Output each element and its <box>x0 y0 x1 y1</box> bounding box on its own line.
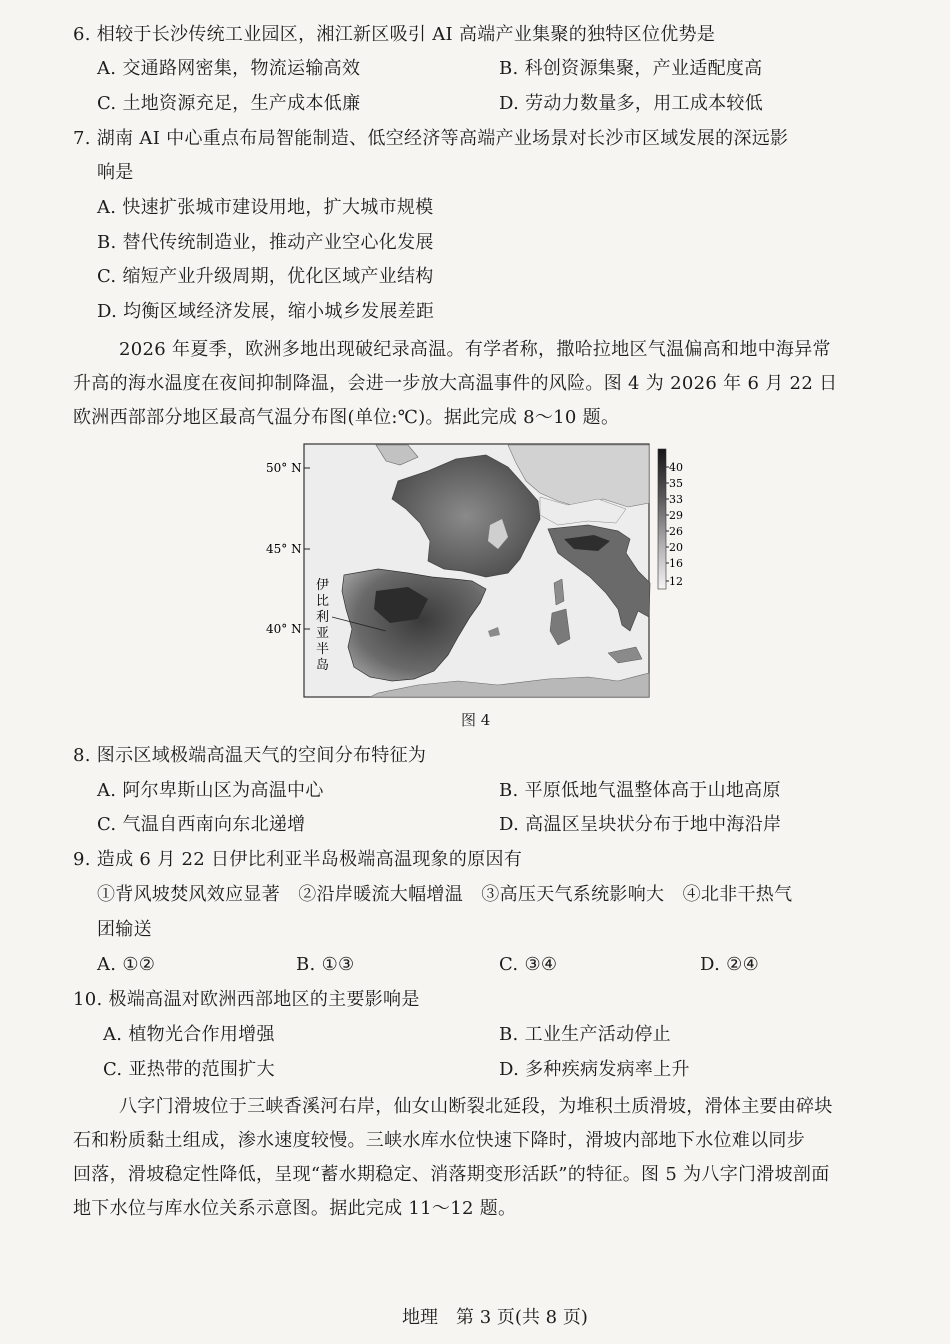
region-label-char: 比 <box>316 594 330 609</box>
figure4-caption: 图 4 <box>461 711 491 729</box>
region-label-char: 半 <box>316 642 330 657</box>
q10-option-a[interactable]: A. 植物光合作用增强 <box>103 1024 275 1045</box>
q7-option-d[interactable]: D. 均衡区域经济发展，缩小城乡发展差距 <box>97 301 435 322</box>
q6-option-c[interactable]: C. 土地资源充足，生产成本低廉 <box>97 93 361 114</box>
passage2-line4: 地下水位与库水位关系示意图。据此完成 11～12 题。 <box>73 1198 517 1219</box>
q10-option-c[interactable]: C. 亚热带的范围扩大 <box>103 1059 275 1080</box>
q9-option-d[interactable]: D. ②④ <box>700 954 760 975</box>
q8-stem: 8. 图示区域极端高温天气的空间分布特征为 <box>73 745 427 766</box>
passage2-line3: 回落，滑坡稳定性降低，呈现“蓄水期稳定、消落期变形活跃”的特征。图 5 为八字门滑坡剖面 <box>73 1164 830 1185</box>
q8-option-d[interactable]: D. 高温区呈块状分布于地中海沿岸 <box>499 814 782 835</box>
legend-value: 16 <box>669 557 683 570</box>
page-footer: 地理 第 3 页(共 8 页) <box>402 1307 588 1328</box>
q8-option-a[interactable]: A. 阿尔卑斯山区为高温中心 <box>97 780 324 801</box>
figure4-map <box>258 441 686 703</box>
region-label-char: 伊 <box>316 578 330 593</box>
passage1-line3: 欧洲西部部分地区最高气温分布图(单位:℃)。据此完成 8～10 题。 <box>73 407 620 428</box>
legend-value: 26 <box>669 525 683 538</box>
q9-option-c[interactable]: C. ③④ <box>499 954 558 975</box>
lat-label-40: 40° N <box>266 622 302 636</box>
q6-option-b[interactable]: B. 科创资源集聚，产业适配度高 <box>499 58 763 79</box>
q10-option-d[interactable]: D. 多种疾病发病率上升 <box>499 1059 690 1080</box>
q9-option-a[interactable]: A. ①② <box>97 954 156 975</box>
q9-items: ①背风坡焚风效应显著 ②沿岸暖流大幅增温 ③高压天气系统影响大 ④北非干热气 <box>97 884 793 905</box>
passage2-line2: 石和粉质黏土组成，渗水速度较慢。三峡水库水位快速下降时，滑坡内部地下水位难以同步 <box>73 1130 805 1151</box>
q6-option-a[interactable]: A. 交通路网密集，物流运输高效 <box>97 58 361 79</box>
q7-option-b[interactable]: B. 替代传统制造业，推动产业空心化发展 <box>97 232 434 253</box>
passage1-line2: 升高的海水温度在夜间抑制降温，会进一步放大高温事件的风险。图 4 为 2026 年 6 月 22 日 <box>73 373 838 394</box>
region-label-char: 岛 <box>316 658 330 673</box>
legend-value: 40 <box>669 461 683 474</box>
q7-stem-cont: 响是 <box>97 162 134 183</box>
q9-stem: 9. 造成 6 月 22 日伊比利亚半岛极端高温现象的原因有 <box>73 849 523 870</box>
q7-option-c[interactable]: C. 缩短产业升级周期，优化区域产业结构 <box>97 266 434 287</box>
q7-stem: 7. 湖南 AI 中心重点布局智能制造、低空经济等高端产业场景对长沙市区域发展的深远影 <box>73 128 789 149</box>
lat-label-50: 50° N <box>266 461 302 475</box>
q10-option-b[interactable]: B. 工业生产活动停止 <box>499 1024 671 1045</box>
legend-colorbar <box>658 449 666 589</box>
lat-label-45: 45° N <box>266 542 302 556</box>
legend-value: 29 <box>669 509 683 522</box>
q6-option-d[interactable]: D. 劳动力数量多，用工成本较低 <box>499 93 764 114</box>
q8-option-b[interactable]: B. 平原低地气温整体高于山地高原 <box>499 780 781 801</box>
q7-option-a[interactable]: A. 快速扩张城市建设用地，扩大城市规模 <box>97 197 434 218</box>
legend-value: 33 <box>669 493 683 506</box>
q10-stem: 10. 极端高温对欧洲西部地区的主要影响是 <box>73 989 420 1010</box>
legend-value: 20 <box>669 541 683 554</box>
passage2-line1: 八字门滑坡位于三峡香溪河右岸，仙女山断裂北延段，为堆积土质滑坡，滑体主要由碎块 <box>119 1096 833 1117</box>
q9-option-b[interactable]: B. ①③ <box>296 954 355 975</box>
passage1-line1: 2026 年夏季，欧洲多地出现破纪录高温。有学者称，撒哈拉地区气温偏高和地中海异常 <box>119 339 831 360</box>
q6-stem: 6. 相较于长沙传统工业园区，湘江新区吸引 AI 高端产业集聚的独特区位优势是 <box>73 24 716 45</box>
region-label-char: 亚 <box>316 626 330 641</box>
q9-items-cont: 团输送 <box>97 919 152 940</box>
temperature-map-svg <box>258 441 686 703</box>
legend-value: 35 <box>669 477 683 490</box>
legend-value: 12 <box>669 575 683 588</box>
corsica <box>554 579 564 605</box>
region-label-char: 利 <box>316 610 330 625</box>
q8-option-c[interactable]: C. 气温自西南向东北递增 <box>97 814 306 835</box>
